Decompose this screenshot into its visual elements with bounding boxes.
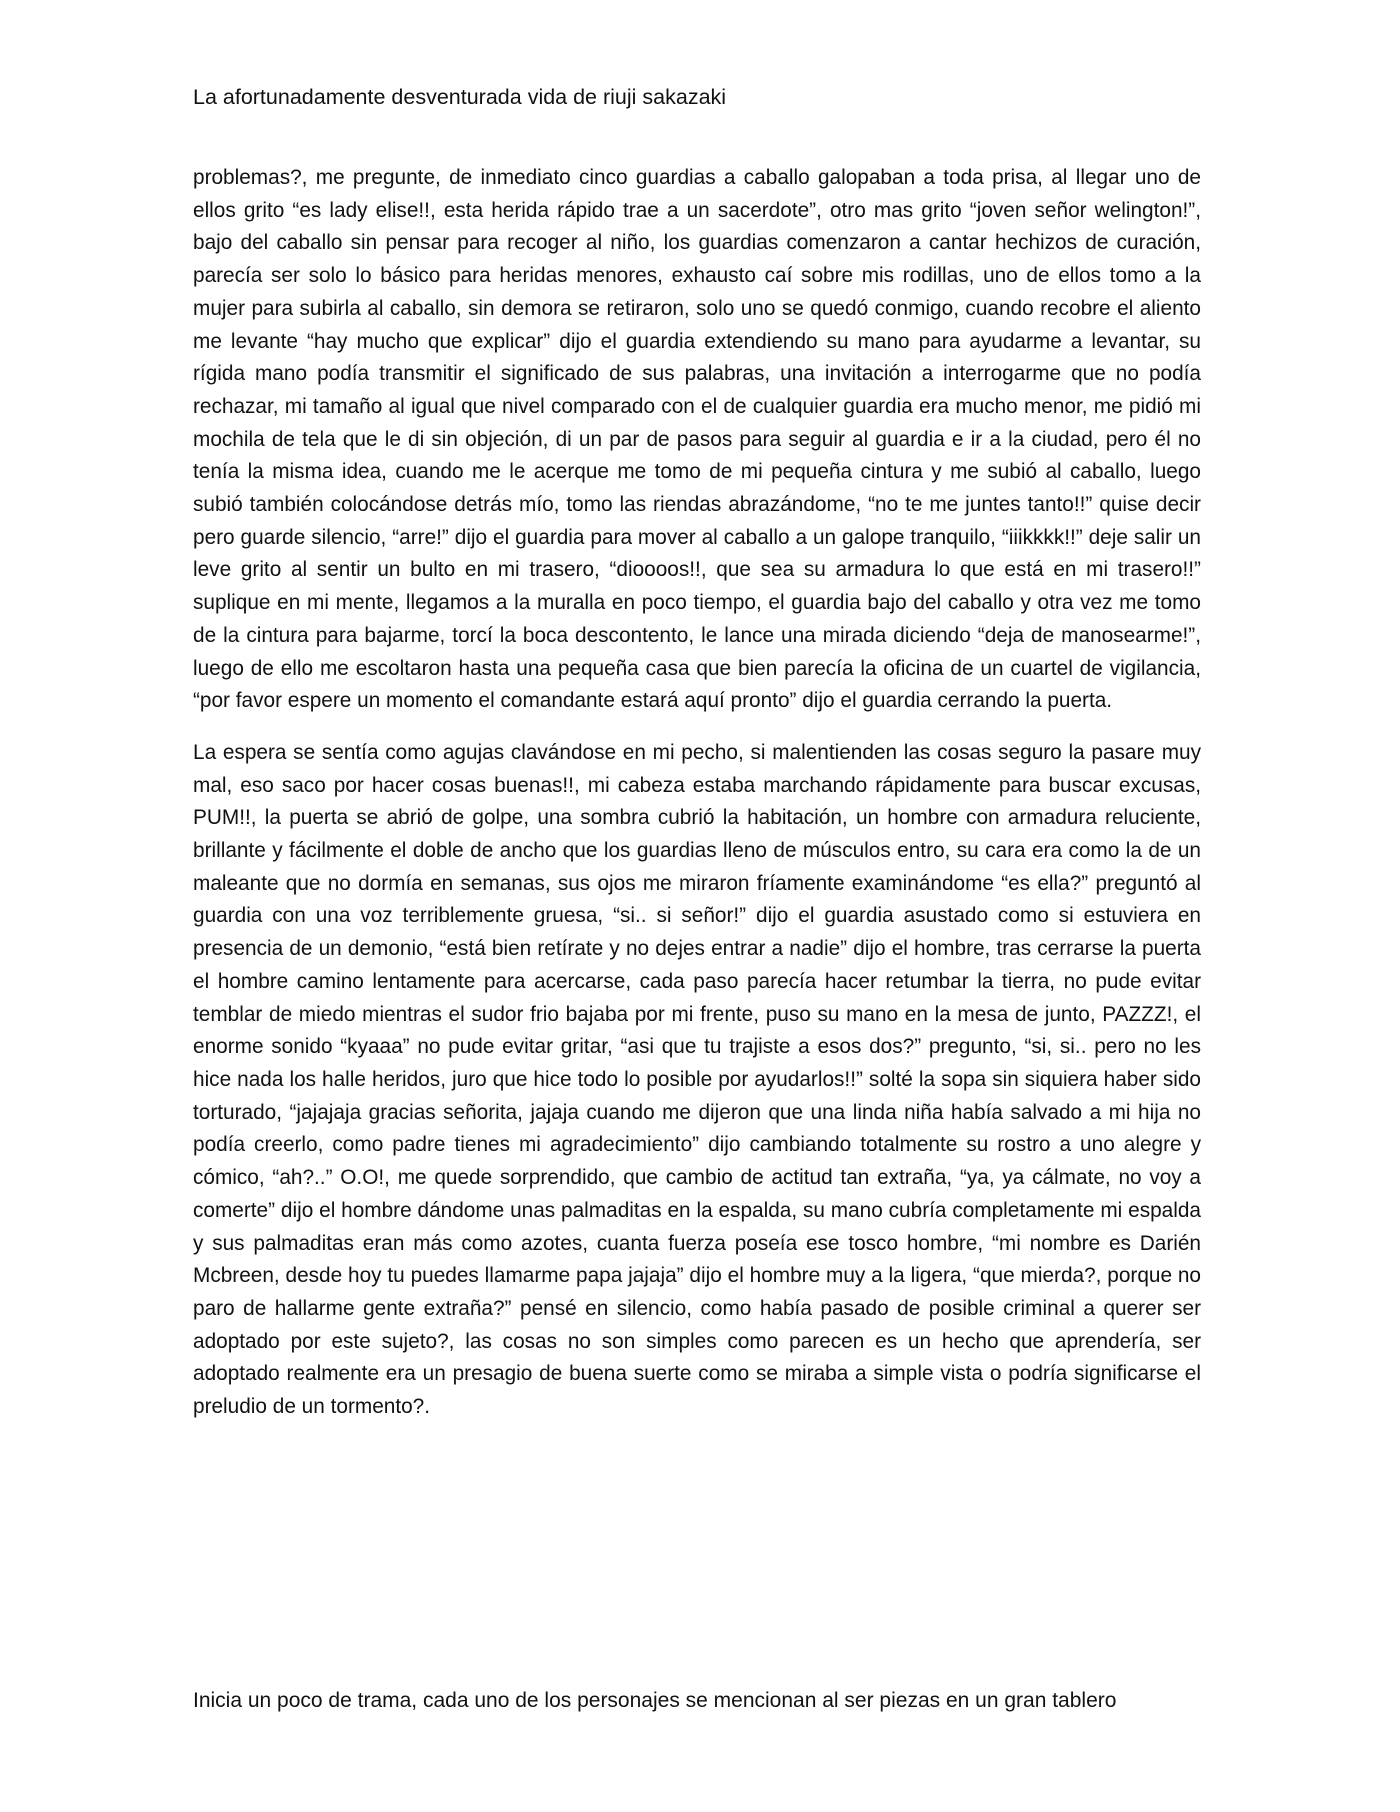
- document-header: La afortunadamente desventurada vida de riuji sakazaki: [193, 85, 727, 109]
- document-footer-note: Inicia un poco de trama, cada uno de los personajes se mencionan al ser piezas en un gran tablero: [193, 1689, 1117, 1712]
- paragraph-2: La espera se sentía como agujas clavándose en mi pecho, si malentienden las cosas seguro la pasare muy mal, eso saco por hacer cosas buenas!!, mi cabeza estaba marchando rápidamente para buscar excusas, PUM!!, la puerta se abrió de golpe, una sombra cubrió la habitación, un hombre con armadura reluciente, brillante y fácilmente el doble de ancho que los guardias lleno de músculos entro, su cara era como la de un maleante que no dormía en semanas, sus ojos me miraron fríamente examinándome “es ella?” preguntó al guardia con una voz terriblemente gruesa, “si.. si señor!” dijo el guardia asustado como si estuviera en presencia de un demonio, “está bien retírate y no dejes entrar a nadie” dijo el hombre, tras cerrarse la puerta el hombre camino lentamente para acercarse, cada paso parecía hacer retumbar la tierra, no pude evitar temblar de miedo mientras el sudor frio bajaba por mi frente, puso su mano en la mesa de junto, PAZZZ!, el enorme sonido “kyaaa” no pude evitar gritar, “asi que tu trajiste a esos dos?” pregunto, “si, si.. pero no les hice nada los halle heridos, juro que hice todo lo posible por ayudarlos!!” solté la sopa sin siquiera haber sido torturado, “jajajaja gracias señorita, jajaja cuando me dijeron que una linda niña había salvado a mi hija no podía creerlo, como padre tienes mi agradecimiento” dijo cambiando totalmente su rostro a uno alegre y cómico, “ah?..” O.O!, me quede sorprendido, que cambio de actitud tan extraña, “ya, ya cálmate, no voy a comerte” dijo el hombre dándome unas palmaditas en la espalda, su mano cubría completamente mi espalda y sus palmaditas eran más como azotes, cuanta fuerza poseía ese tosco hombre, “mi nombre es Darién Mcbreen, desde hoy tu puedes llamarme papa jajaja” dijo el hombre muy a la ligera, “que mierda?, porque no paro de hallarme gente extraña?” pensé en silencio, como había pasado de posible criminal a querer ser adoptado por este sujeto?, las cosas no son simples como parecen es un hecho que aprendería, ser adoptado realmente era un presagio de buena suerte como se miraba a simple vista o podría significarse el preludio de un tormento?.: [193, 740, 1201, 1419]
- paragraph-1: problemas?, me pregunte, de inmediato cinco guardias a caballo galopaban a toda prisa, al llegar uno de ellos grito “es lady elise!!, esta herida rápido trae a un sacerdote”, otro mas grito “joven señor welington!”, bajo del caballo sin pensar para recoger al niño, los guardias comenzaron a cantar hechizos de curación, parecía ser solo lo básico para heridas menores, exhausto caí sobre mis rodillas, uno de ellos tomo a la mujer para subirla al caballo, sin demora se retiraron, solo uno se quedó conmigo, cuando recobre el aliento me levante “hay mucho que explicar” dijo el guardia extendiendo su mano para ayudarme a levantar, su rígida mano podía transmitir el significado de sus palabras, una invitación a interrogarme que no podía rechazar, mi tamaño al igual que nivel comparado con el de cualquier guardia era mucho menor, me pidió mi mochila de tela que le di sin objeción, di un par de pasos para seguir al guardia e ir a la ciudad, pero él no tenía la misma idea, cuando me le acerque me tomo de mi pequeña cintura y me subió al caballo, luego subió también colocándose detrás mío, tomo las riendas abrazándome, “no te me juntes tanto!!” quise decir pero guarde silencio, “arre!” dijo el guardia para mover al caballo a un galope tranquilo, “iiikkkk!!” deje salir un leve grito al sentir un bulto en mi trasero, “dioooos!!, que sea su armadura lo que está en mi trasero!!” suplique en mi mente, llegamos a la muralla en poco tiempo, el guardia bajo del caballo y otra vez me tomo de la cintura para bajarme, torcí la boca descontento, le lance una mirada diciendo “deja de manosearme!”, luego de ello me escoltaron hasta una pequeña casa que bien parecía la oficina de un cuartel de vigilancia, “por favor espere un momento el comandante estará aquí pronto” dijo el guardia cerrando la puerta.: [193, 166, 1201, 713]
- document-body: [193, 162, 1201, 1443]
